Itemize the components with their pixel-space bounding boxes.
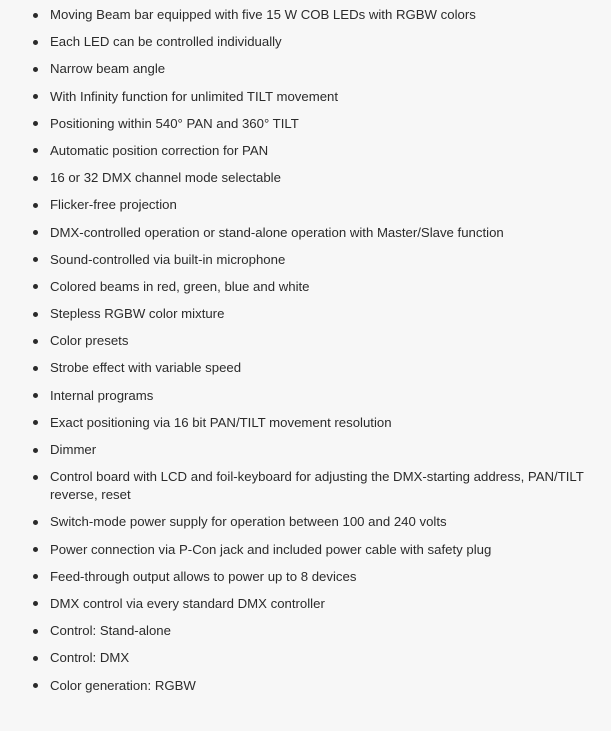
- list-item: [0, 468, 611, 504]
- list-item-text: With Infinity function for unlimited TILT movement: [50, 88, 339, 104]
- list-item-text: Feed-through output allows to power up to 8 devices: [50, 568, 357, 584]
- list-item: [0, 441, 611, 459]
- list-item: [0, 513, 611, 531]
- list-item-text: Each LED can be controlled individually: [50, 34, 282, 50]
- bullet-icon: [33, 393, 38, 398]
- list-item: [0, 33, 611, 51]
- bullet-icon: [33, 448, 38, 453]
- bullet-icon: [33, 683, 38, 688]
- list-item: [0, 414, 611, 432]
- bullet-icon: [33, 601, 38, 606]
- list-item-text: Exact positioning via 16 bit PAN/TILT movement resolution: [50, 414, 392, 430]
- list-item: [0, 332, 611, 350]
- list-item: [0, 60, 611, 78]
- list-item: [0, 142, 611, 160]
- bullet-icon: [33, 366, 38, 371]
- bullet-icon: [33, 475, 38, 480]
- list-item-text: Internal programs: [50, 387, 154, 403]
- bullet-icon: [33, 176, 38, 181]
- list-item-text: Flicker-free projection: [50, 197, 177, 213]
- list-item: [0, 359, 611, 377]
- bullet-icon: [33, 203, 38, 208]
- list-item-text: Dimmer: [50, 442, 97, 457]
- bullet-icon: [33, 13, 38, 18]
- list-item-text: Control board with LCD and foil-keyboard for adjusting the DMX-starting address, PAN/TILT reverse, reset: [50, 469, 584, 503]
- list-item-text: Power connection via P-Con jack and included power cable with safety plug: [50, 541, 492, 557]
- list-item-text: Colored beams in red, green, blue and white: [50, 278, 310, 294]
- list-item-text: DMX control via every standard DMX controller: [50, 595, 325, 611]
- list-item-text: Sound-controlled via built-in microphone: [50, 251, 286, 267]
- list-item: [0, 595, 611, 613]
- list-item: [0, 6, 611, 24]
- list-item-text: Automatic position correction for PAN: [50, 142, 269, 158]
- list-item-text: Control: DMX: [50, 650, 130, 666]
- list-item: [0, 278, 611, 296]
- bullet-icon: [33, 547, 38, 552]
- list-item-text: Positioning within 540° PAN and 360° TILT: [50, 115, 299, 131]
- list-item: [0, 541, 611, 559]
- bullet-icon: [33, 230, 38, 235]
- bullet-icon: [33, 574, 38, 579]
- list-item: [0, 677, 611, 695]
- list-item-text: Color presets: [50, 333, 129, 349]
- bullet-icon: [33, 148, 38, 153]
- list-item: [0, 568, 611, 586]
- list-item-text: Control: Stand-alone: [50, 623, 171, 639]
- list-item-text: 16 or 32 DMX channel mode selectable: [50, 170, 281, 186]
- bullet-icon: [33, 339, 38, 344]
- list-item-text: Stepless RGBW color mixture: [50, 306, 225, 322]
- list-item-text: Strobe effect with variable speed: [50, 360, 242, 376]
- list-item: [0, 305, 611, 323]
- bullet-icon: [33, 312, 38, 317]
- bullet-icon: [33, 121, 38, 126]
- list-item: [0, 169, 611, 187]
- list-item-text: Narrow beam angle: [50, 61, 166, 77]
- list-item: [0, 224, 611, 242]
- bullet-icon: [33, 67, 38, 72]
- list-item-text: Color generation: RGBW: [50, 677, 196, 693]
- list-item-text: Moving Beam bar equipped with five 15 W COB LEDs with RGBW colors: [50, 7, 476, 22]
- list-item: [0, 622, 611, 640]
- bullet-icon: [33, 420, 38, 425]
- bullet-icon: [33, 94, 38, 99]
- bullet-icon: [33, 629, 38, 634]
- list-item-text: Switch-mode power supply for operation between 100 and 240 volts: [50, 514, 447, 530]
- bullet-icon: [33, 656, 38, 661]
- list-item: [0, 649, 611, 667]
- bullet-icon: [33, 520, 38, 525]
- bullet-icon: [33, 257, 38, 262]
- bullet-icon: [33, 284, 38, 289]
- list-item-text: DMX-controlled operation or stand-alone operation with Master/Slave function: [50, 224, 504, 240]
- list-item: [0, 196, 611, 214]
- list-item: [0, 115, 611, 133]
- bullet-icon: [33, 40, 38, 45]
- list-item: [0, 387, 611, 405]
- list-item: [0, 251, 611, 269]
- list-item: [0, 88, 611, 106]
